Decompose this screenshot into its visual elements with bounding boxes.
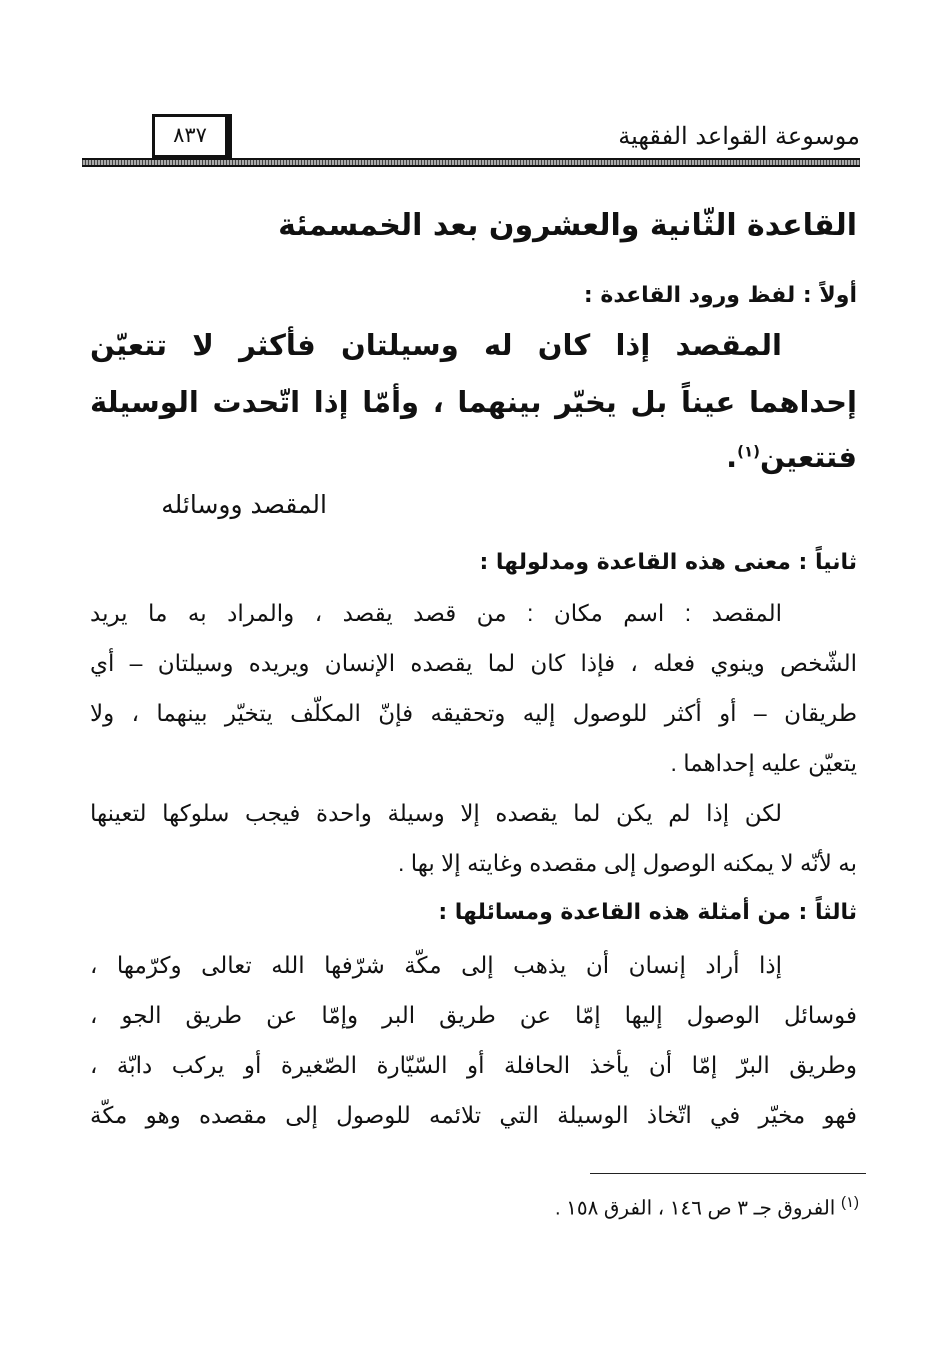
header-title: موسوعة القواعد الفقهية: [618, 122, 860, 150]
example-line-1: إذا أراد إنسان أن يذهب إلى مكّة شرّفها الله تعالى وكرّمها ،: [90, 952, 782, 978]
section-heading-meaning: ثانياً : معنى هذه القاعدة ومدلولها :: [479, 550, 857, 575]
rule-text-line-2: إحداهما عيناً بل يخيّر بينهما ، وأمّا إذا اتّحدت الوسيلة: [90, 385, 857, 419]
meaning-line-3: طريقان – أو أكثر للوصول إليه وتحقيقه فإنّ المكلّف يتخيّر بينهما ، ولا: [90, 700, 857, 726]
footnote-separator: [590, 1173, 866, 1174]
section-heading-wording: أولاً : لفظ ورود القاعدة :: [583, 283, 857, 308]
rule-text-end-word: فتتعين: [760, 440, 857, 474]
example-line-2: فوسائل الوصول إليها إمّا عن طريق البر وإمّا عن طريق الجو ،: [90, 1002, 857, 1028]
footnote: [555, 1193, 859, 1221]
meaning-line-1: المقصد : اسم مكان : من قصد يقصد ، والمراد به ما يريد: [90, 600, 782, 626]
footnote-marker: (١): [840, 1194, 859, 1211]
meaning-line-5: لكن إذا لم يكن لما يقصده إلا وسيلة واحدة فيجب سلوكها لتعينها: [90, 800, 782, 826]
example-line-4: فهو مخيّر في اتّخاذ الوسيلة التي تلائمه للوصول إلى مقصده وهو مكّة: [90, 1102, 857, 1128]
footnote-reference: (١): [737, 442, 761, 461]
page-number: ٨٣٧: [173, 123, 207, 147]
rule-title: القاعدة الثّانية والعشرون بعد الخمسمئة: [278, 208, 857, 243]
meaning-line-2: الشّخص وينوي فعله ، فإذا كان لما يقصده الإنسان ويريده وسيلتان – أي: [90, 650, 857, 676]
rule-text-line-3: [726, 440, 857, 474]
meaning-line-4: يتعيّن عليه إحداهما .: [670, 750, 857, 776]
rule-text-line-1: المقصد إذا كان له وسيلتان فأكثر لا تتعيّن: [90, 328, 782, 362]
footnote-text: الفروق جـ ٣ ص ١٤٦ ، الفرق ١٥٨ .: [554, 1197, 836, 1220]
subtitle: المقصد ووسائله: [161, 490, 327, 519]
meaning-line-6: به لأنّه لا يمكنه الوصول إلى مقصده وغايته إلا بها .: [398, 850, 857, 876]
rule-text-period: .: [726, 440, 738, 474]
page-header: [82, 112, 860, 164]
page-number-box: [152, 114, 232, 158]
section-heading-examples: ثالثاً : من أمثلة هذه القاعدة ومسائلها :: [438, 900, 857, 925]
header-rule: [82, 158, 860, 167]
example-line-3: وطريق البرّ إمّا أن يأخذ الحافلة أو السّيّارة الصّغيرة أو يركب دابّة ،: [90, 1052, 857, 1078]
